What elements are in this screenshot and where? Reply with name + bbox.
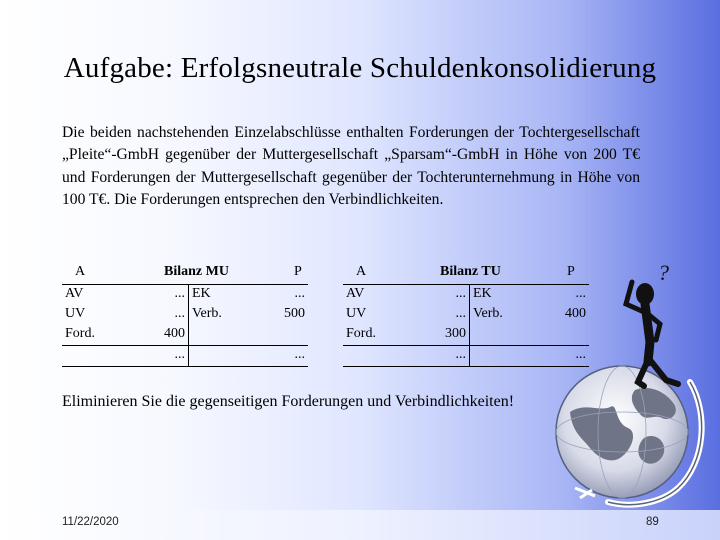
liability-label [189,325,264,346]
globe-icon [556,366,702,505]
table-row [62,305,308,325]
total-assets: ... [439,346,470,367]
balance-header [62,264,308,284]
liability-value: 500 [284,306,305,321]
assets-heading: A [75,264,86,279]
liability-label: Verb. [473,306,503,321]
task-description: Die beiden nachstehenden Einzelabschlüsse enthalten Forderungen der Tochtergesellschaft „Pleite“-GmbH gegenüber der Muttergesellschaft „Sparsam“-GmbH in Höhe von 200 T€ und Forderungen der Muttergesellschaft gegenüber der Tochterunternehmung in Höhe von 100 T€. Die Forderungen entsprechen den Verbindlichkeiten. [62,124,640,208]
asset-label: AV [346,286,365,301]
balance-table [62,284,308,367]
asset-value: 400 [158,325,189,346]
balance-sheet-mu [62,264,308,367]
liability-label [470,325,545,346]
slide-footer [0,510,720,540]
asset-value: ... [158,305,189,325]
total-liabilities: ... [263,346,308,367]
assets-heading: A [356,264,367,279]
asset-label: UV [65,306,86,321]
liability-value: ... [575,286,586,301]
question-mark: ? [658,262,669,285]
asset-value: ... [439,285,470,306]
liability-value [263,325,308,346]
table-row [62,325,308,346]
asset-value: ... [158,285,189,306]
liability-value: ... [294,286,305,301]
instruction-text: Eliminieren Sie die gegenseitigen Forderungen und Verbindlichkeiten! [62,393,515,410]
thinking-figure-on-globe-icon [540,262,720,512]
slide-title: Aufgabe: Erfolgsneutrale Schuldenkonsolidierung [63,52,657,84]
total-liabilities: ... [544,346,589,367]
liability-label: EK [192,286,211,301]
asset-label: Ford. [346,326,376,341]
liability-label: EK [473,286,492,301]
footer-date: 11/22/2020 [62,516,119,528]
asset-value: 300 [439,325,470,346]
total-assets: ... [158,346,189,367]
liabilities-heading: P [567,264,575,279]
asset-label: AV [65,286,84,301]
asset-label: Ford. [65,326,95,341]
page-number: 89 [646,516,659,528]
liability-value: 400 [565,306,586,321]
total-row [62,346,308,367]
liability-label: Verb. [192,306,222,321]
table-row [62,285,308,306]
liabilities-heading: P [294,264,302,279]
asset-value: ... [439,305,470,325]
balance-title: Bilanz MU [164,264,229,279]
asset-label: UV [346,306,367,321]
balance-title: Bilanz TU [440,264,501,279]
